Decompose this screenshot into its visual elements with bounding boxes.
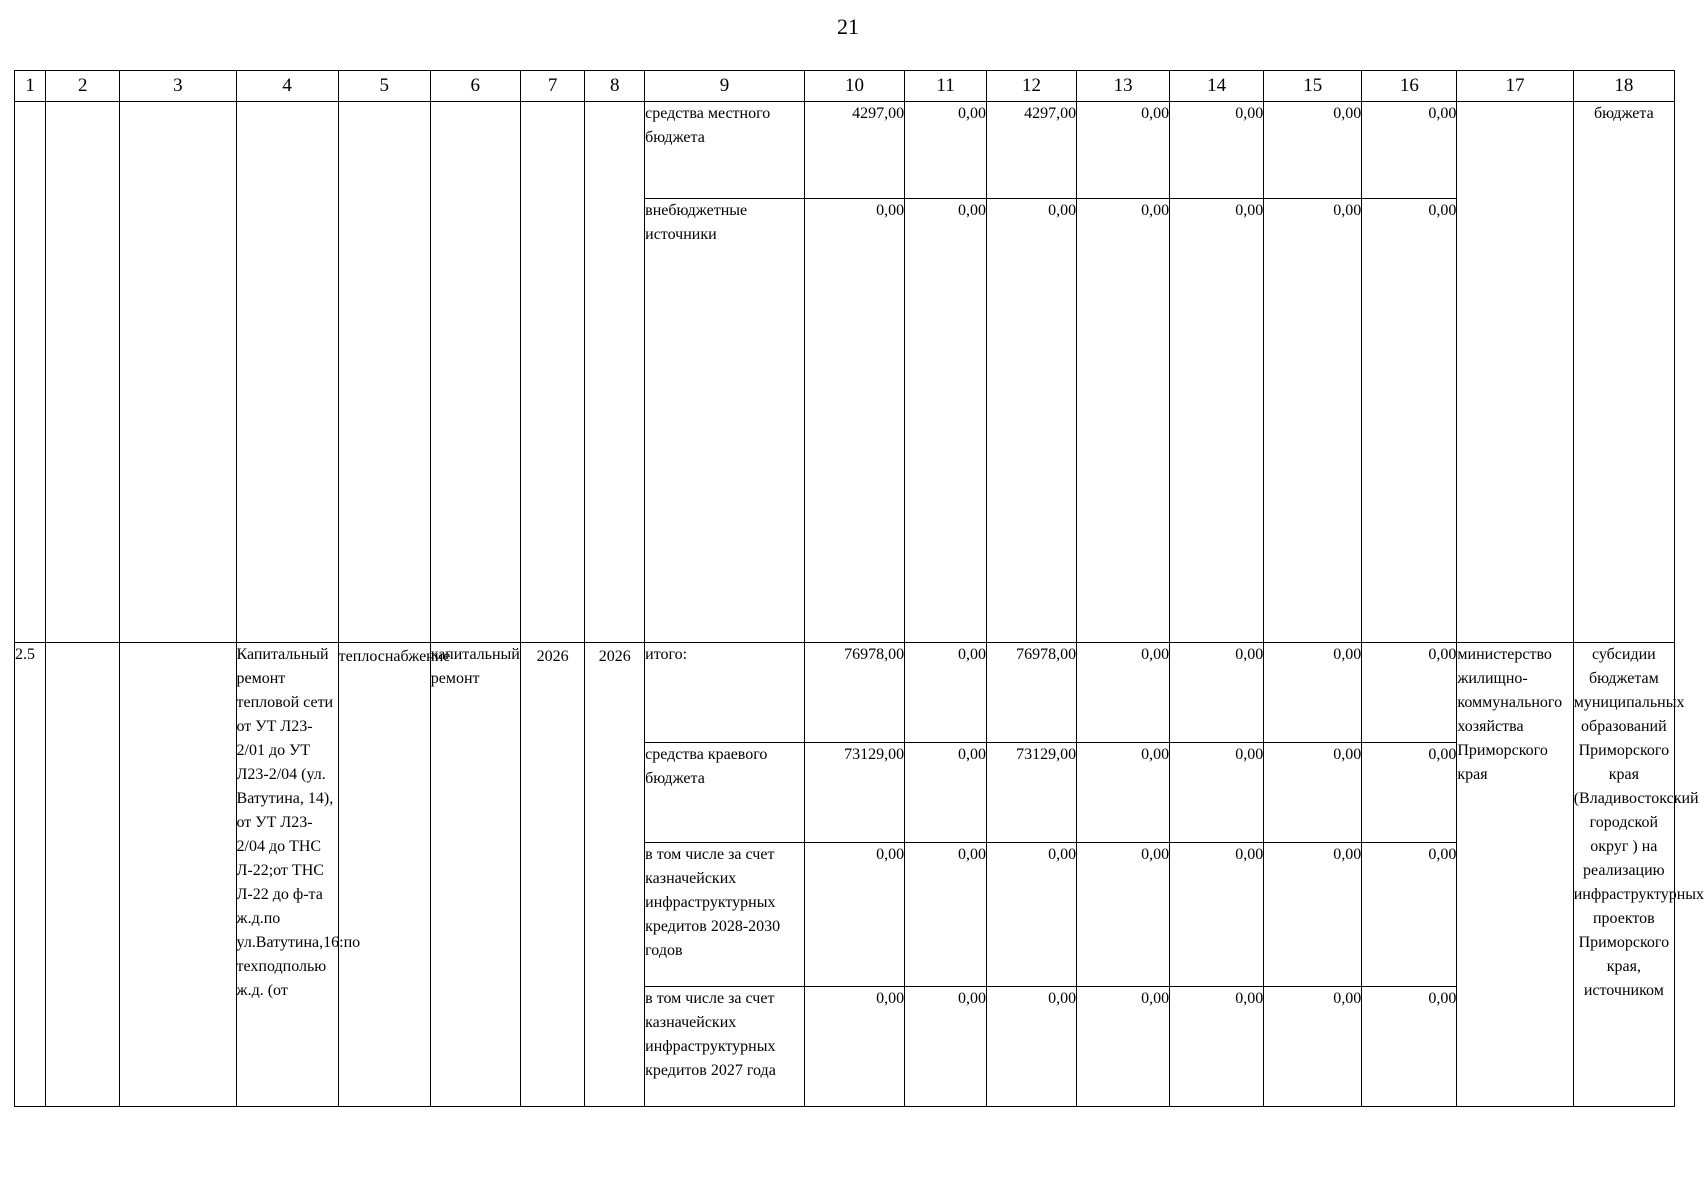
amount-cell: 0,00 bbox=[905, 642, 987, 742]
table-row bbox=[15, 102, 1675, 199]
page-number: 21 bbox=[837, 14, 859, 39]
amount-cell: 0,00 bbox=[1362, 102, 1457, 199]
amount-cell: 0,00 bbox=[1362, 986, 1457, 1106]
amount-cell: 0,00 bbox=[1362, 642, 1457, 742]
amount-cell: 0,00 bbox=[1362, 742, 1457, 842]
amount-cell: 0,00 bbox=[1077, 199, 1170, 642]
funding-source: средства краевого бюджета bbox=[645, 742, 805, 842]
cell-empty bbox=[120, 102, 236, 643]
funding-source: средства местного бюджета bbox=[645, 102, 805, 199]
amount-cell: 73129,00 bbox=[987, 742, 1077, 842]
col-header: 17 bbox=[1457, 71, 1573, 102]
col-header: 3 bbox=[120, 71, 236, 102]
amount-cell: 0,00 bbox=[1077, 742, 1170, 842]
amount-cell: 0,00 bbox=[905, 102, 987, 199]
funding-source: итого: bbox=[645, 642, 805, 742]
col-header: 2 bbox=[46, 71, 120, 102]
amount-cell: 4297,00 bbox=[987, 102, 1077, 199]
col-header: 1 bbox=[15, 71, 46, 102]
col-header: 9 bbox=[645, 71, 805, 102]
cell-empty bbox=[236, 102, 338, 643]
item-note: субсидии бюджетам муниципальных образований Приморского края (Владивостокский городской округ ) на реализацию инфраструктурных проектов Приморского края, источником bbox=[1573, 642, 1674, 1106]
col-header: 6 bbox=[430, 71, 520, 102]
col-header: 16 bbox=[1362, 71, 1457, 102]
amount-cell: 0,00 bbox=[1077, 642, 1170, 742]
amount-cell: 0,00 bbox=[804, 199, 904, 642]
budget-table bbox=[14, 70, 1704, 1107]
amount-cell: 0,00 bbox=[987, 843, 1077, 986]
col-header: 11 bbox=[905, 71, 987, 102]
amount-cell: 0,00 bbox=[1077, 986, 1170, 1106]
cell-empty bbox=[338, 102, 430, 643]
col-header: 4 bbox=[236, 71, 338, 102]
col-header: 18 bbox=[1573, 71, 1674, 102]
col-header: 15 bbox=[1264, 71, 1362, 102]
table-row bbox=[15, 642, 1675, 742]
cell-empty bbox=[15, 102, 46, 643]
amount-cell: 0,00 bbox=[1264, 843, 1362, 986]
amount-cell: 0,00 bbox=[1362, 199, 1457, 642]
cell-empty bbox=[520, 102, 585, 643]
cell-empty bbox=[120, 642, 236, 1106]
amount-cell: 0,00 bbox=[804, 986, 904, 1106]
amount-cell: 76978,00 bbox=[987, 642, 1077, 742]
amount-cell: 0,00 bbox=[905, 843, 987, 986]
cell-empty bbox=[46, 642, 120, 1106]
amount-cell: 73129,00 bbox=[804, 742, 904, 842]
item-work-type: капитальный ремонт bbox=[430, 642, 520, 1106]
col-header: 5 bbox=[338, 71, 430, 102]
col-header: 7 bbox=[520, 71, 585, 102]
amount-cell: 4297,00 bbox=[804, 102, 904, 199]
amount-cell: 0,00 bbox=[1170, 642, 1264, 742]
item-number: 2.5 bbox=[15, 642, 46, 1106]
item-name: Капитальный ремонт тепловой сети от УТ Л23-2/01 до УТ Л23-2/04 (ул. Ватутина, 14), от УТ Л23-2/04 до ТНС Л-22;от ТНС Л-22 до ф-та ж.д.по ул.Ватутина,16:по техподполью ж.д. (от bbox=[236, 642, 338, 1106]
amount-cell: 0,00 bbox=[1077, 843, 1170, 986]
col-header: 12 bbox=[987, 71, 1077, 102]
amount-cell: 0,00 bbox=[905, 199, 987, 642]
col-header: 14 bbox=[1170, 71, 1264, 102]
item-year-start: 2026 bbox=[520, 642, 585, 1106]
amount-cell: 0,00 bbox=[1264, 102, 1362, 199]
col-header: 10 bbox=[804, 71, 904, 102]
amount-cell: 0,00 bbox=[987, 986, 1077, 1106]
amount-cell: 0,00 bbox=[1264, 642, 1362, 742]
cell-empty bbox=[1457, 102, 1573, 643]
cell-empty bbox=[430, 102, 520, 643]
amount-cell: 0,00 bbox=[1362, 843, 1457, 986]
amount-cell: 0,00 bbox=[1077, 102, 1170, 199]
col-header: 13 bbox=[1077, 71, 1170, 102]
cell-empty bbox=[585, 102, 645, 643]
cell-empty bbox=[46, 102, 120, 643]
amount-cell: 0,00 bbox=[1264, 986, 1362, 1106]
amount-cell: 0,00 bbox=[987, 199, 1077, 642]
amount-cell: 0,00 bbox=[1170, 742, 1264, 842]
note-continuation: бюджета bbox=[1573, 102, 1674, 643]
amount-cell: 0,00 bbox=[1264, 742, 1362, 842]
amount-cell: 0,00 bbox=[905, 742, 987, 842]
funding-source: в том числе за счет казначейских инфраструктурных кредитов 2027 года bbox=[645, 986, 805, 1106]
amount-cell: 0,00 bbox=[1170, 102, 1264, 199]
amount-cell: 0,00 bbox=[1170, 199, 1264, 642]
header-row bbox=[15, 71, 1675, 102]
amount-cell: 0,00 bbox=[1264, 199, 1362, 642]
amount-cell: 0,00 bbox=[905, 986, 987, 1106]
item-executor: министерство жилищно-коммунального хозяйства Приморского края bbox=[1457, 642, 1573, 1106]
amount-cell: 0,00 bbox=[1170, 986, 1264, 1106]
amount-cell: 0,00 bbox=[804, 843, 904, 986]
funding-source: внебюджетные источники bbox=[645, 199, 805, 642]
amount-cell: 76978,00 bbox=[804, 642, 904, 742]
col-header: 8 bbox=[585, 71, 645, 102]
funding-source: в том числе за счет казначейских инфраструктурных кредитов 2028-2030 годов bbox=[645, 843, 805, 986]
item-year-end: 2026 bbox=[585, 642, 645, 1106]
amount-cell: 0,00 bbox=[1170, 843, 1264, 986]
item-category: теплоснабжение bbox=[338, 642, 430, 1106]
